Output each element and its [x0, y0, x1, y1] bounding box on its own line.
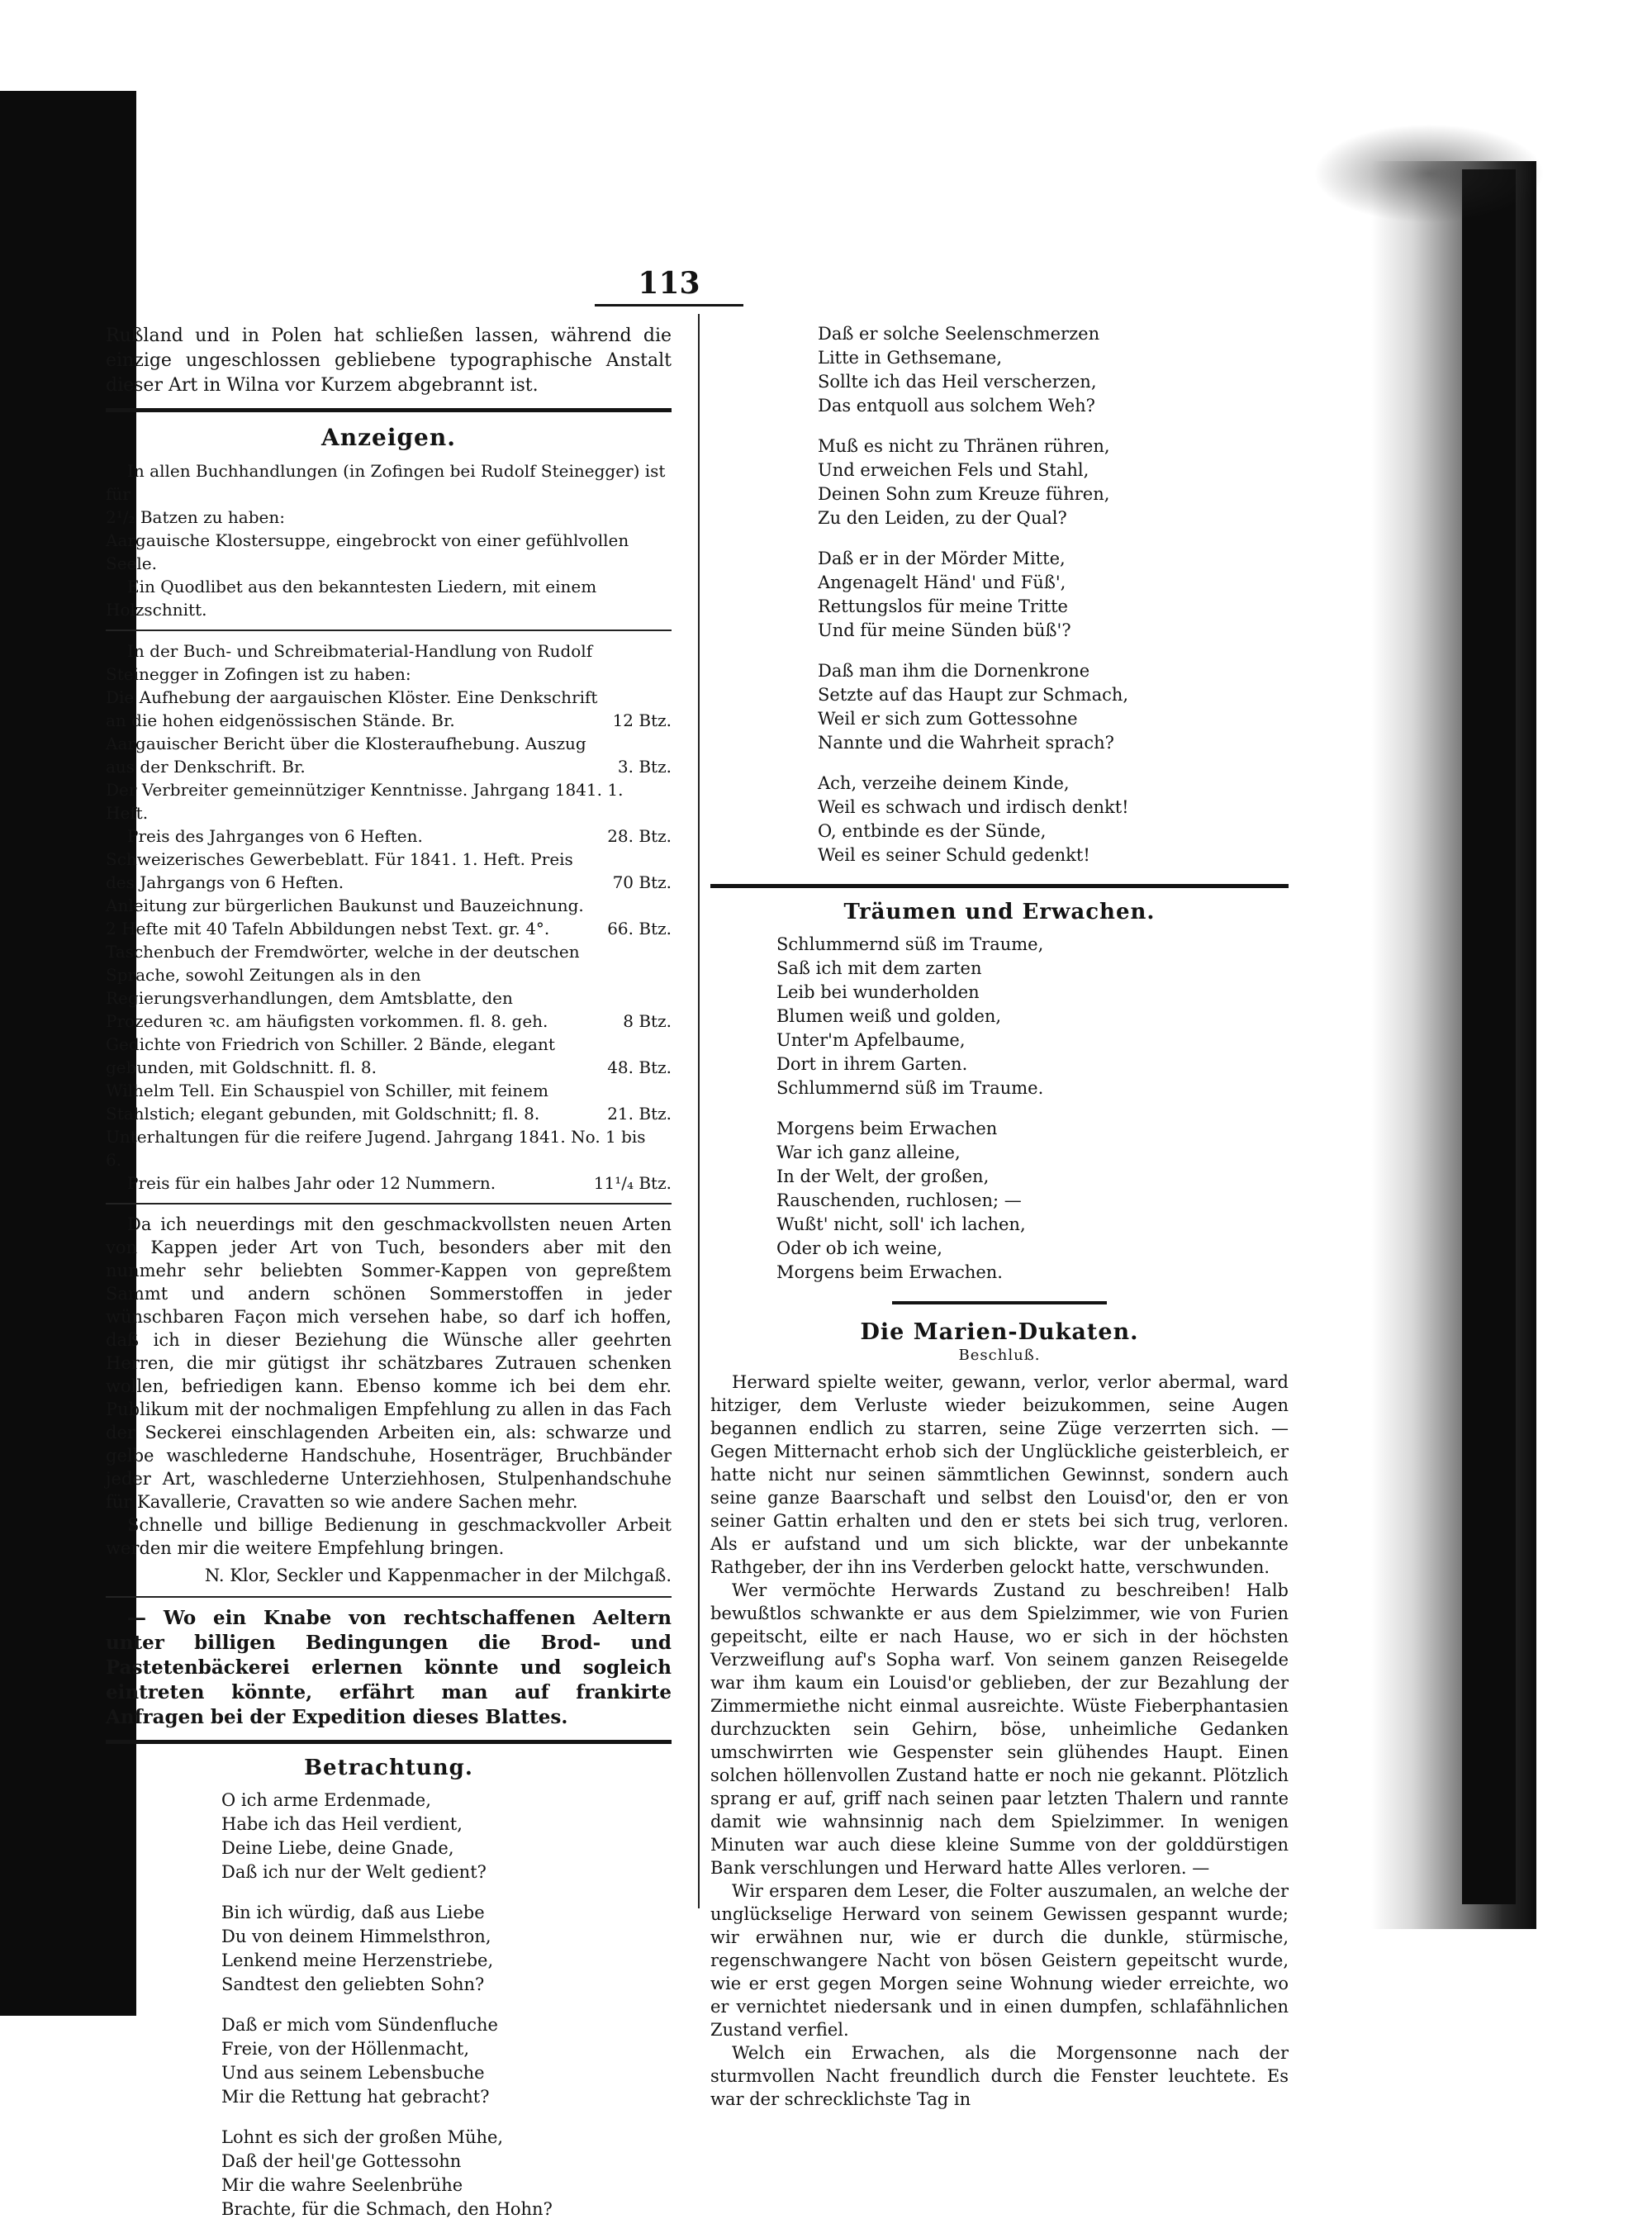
verse: Schlummernd süß im Traume.	[776, 1078, 1044, 1098]
verse: Daß der heil'ge Gottessohn	[221, 2151, 462, 2171]
book-title: Preis des Jahrganges von 6 Heften.	[127, 826, 423, 846]
stanza	[818, 547, 1289, 643]
book-price: 3. Btz.	[617, 757, 672, 777]
verse: Freie, von der Höllenmacht,	[221, 2039, 469, 2059]
story-paragraph: Welch ein Erwachen, als die Morgensonne nach der sturmvollen Nacht freundlich durch die Fenster leuchtete. Es war der schrecklichste Tag in	[710, 2043, 1289, 2109]
story-paragraph: Herward spielte weiter, gewann, verlor, verlor abermal, ward hitziger, dem Verluste wieder beizukommen, seine Augen begannen endlich zu starren, seine Züge verzerrten sich. — Gegen Mitternacht erhob sich der Unglückliche geisterbleich, er hatte nicht nur seinen sämmtlichen Gewinnst, sondern auch seine ganze Baarschaft und selbst den Louisd'or, den er von seiner Gattin erhalten und den er stets bei sich trug, verloren. Als er aufstand und um sich blickte, war der unbekannte Rathgeber, der ihn ins Verderben gelockt hatte, verschwunden.	[710, 1372, 1289, 1577]
verse: Und erweichen Fels und Stahl,	[818, 460, 1089, 480]
ad-line: In allen Buchhandlungen (in Zofingen bei Rudolf Steinegger) ist für	[106, 461, 666, 504]
book-entry	[106, 940, 672, 1033]
book-title: Taschenbuch der Fremdwörter, welche in der deutschen Sprache, sowohl Zeitungen als in den Regierungsverhandlungen, dem Amtsblatte, den Prozeduren ꝛc. am häufigsten vorkommen. fl. 8. geh.	[106, 942, 580, 1031]
verse: Blumen weiß und golden,	[776, 1006, 1002, 1026]
ad-line: Ein Quodlibet aus den bekanntesten Liedern, mit einem Holzschnitt.	[106, 577, 597, 620]
ad-baker-apprentice: — Wo ein Knabe von rechtschaffenen Aeltern unter billigen Bedingungen die Brod- und Pastetenbäckerei erlernen könnte und sogleich eintreten könnte, erfährt man auf frankirte Anfragen bei der Expedition dieses Blattes.	[106, 1607, 672, 1728]
verse: Angenagelt Händ' und Füß',	[818, 573, 1066, 592]
verse: Du von deinem Himmelsthron,	[221, 1927, 491, 1946]
book-entry	[106, 1125, 672, 1171]
intro-paragraph: Rußland und in Polen hat schließen lassen, während die einzige ungeschlossen gebliebene typographische Anstalt dieser Art in Wilna vor Kurzem abgebrannt ist.	[106, 325, 672, 396]
book-price: 70 Btz.	[612, 872, 672, 892]
book-entry	[106, 686, 672, 732]
story-body	[710, 1371, 1289, 2111]
verse: Weil er sich zum Gottessohne	[818, 709, 1078, 729]
poem-continuation	[710, 322, 1289, 867]
anzeigen-heading: Anzeigen.	[321, 424, 456, 451]
book-entry	[106, 1079, 672, 1125]
story-paragraph: Wir ersparen dem Leser, die Folter auszumalen, an welche der unglückselige Herward von seinem Gewissen gespannt wurde; wir erwähnen nur, wie er durch die dunkle, stürmische, regenschwangere Nacht von bösen Geistern gepeitscht wurde, wie er erst gegen Morgen seine Wohnung wieder erreichte, wo er vernichtet niedersank und in einen dumpfen, schlafähnlichen Zustand verfiel.	[710, 1881, 1289, 2040]
right-column	[710, 322, 1289, 2111]
verse: Leib bei wunderholden	[776, 982, 980, 1002]
ad-steinegger-list	[106, 639, 672, 1195]
poem-title: Betrachtung.	[304, 1756, 473, 1780]
verse: Daß er in der Mörder Mitte,	[818, 549, 1066, 568]
verse: Lenkend meine Herzenstriebe,	[221, 1951, 494, 1970]
page-number-rule	[595, 304, 743, 306]
page-number: 113	[638, 266, 700, 301]
book-entry	[106, 894, 672, 940]
verse: Litte in Gethsemane,	[818, 348, 1002, 368]
verse: Mir die Rettung hat gebracht?	[221, 2087, 490, 2107]
verse: Bin ich würdig, daß aus Liebe	[221, 1903, 485, 1922]
verse: Rettungslos für meine Tritte	[818, 596, 1068, 616]
verse: Mir die wahre Seelenbrühe	[221, 2175, 463, 2195]
ad-divider	[106, 1596, 672, 1598]
book-entry	[106, 778, 672, 824]
verse: Weil es seiner Schuld gedenkt!	[818, 845, 1090, 865]
ad-kappenmacher	[106, 1213, 672, 1588]
scan-border-right	[1462, 169, 1516, 1904]
poem-title: Träumen und Erwachen.	[843, 900, 1156, 924]
book-title: Anleitung zur bürgerlichen Baukunst und Bauzeichnung. 2 Hefte mit 40 Tafeln Abbildungen nebst Text. gr. 4°.	[106, 896, 584, 938]
book-title: Aargauischer Bericht über die Klosteraufhebung. Auszug aus der Denkschrift. Br.	[106, 734, 586, 777]
ad-line: Aargauische Klostersuppe, eingebrockt von einer gefühlvollen Seele.	[106, 530, 629, 573]
stanza	[818, 772, 1289, 867]
stanza	[818, 659, 1289, 755]
verse: Ach, verzeihe deinem Kinde,	[818, 773, 1070, 793]
verse: Morgens beim Erwachen.	[776, 1262, 1003, 1282]
story-paragraph: Wer vermöchte Herwards Zustand zu beschreiben! Halb bewußtlos schwankte er aus dem Spielzimmer, wie von Furien gepeitscht, eilte er nach Hause, wo er sich in der höchsten Verzweiflung auf's Sopha warf. Von seinem ganzen Reisegelde war ihm kaum ein Louisd'or geblieben, der zur Bezahlung der Zimmermiethe nicht einmal ausreichte. Wüste Fieberphantasien durchzuckten sein Gehirn, böse, unheimliche Gedanken umschwirrten wie Gespenster sein glühendes Haupt. Einen solchen höllenvollen Zustand hatte er noch nie gekannt. Plötzlich sprang er auf, griff nach seinen paar letzten Thalern und rannte damit wie wahnsinnig nach dem Spielzimmer. In wenigen Minuten war auch diese kleine Summe von der golddürstigen Bank verschlungen und Herward hatte Alles verloren. —	[710, 1580, 1289, 1878]
section-rule	[106, 1740, 672, 1744]
verse: Zu den Leiden, zu der Qual?	[818, 508, 1067, 528]
verse: Und für meine Sünden büß'?	[818, 620, 1071, 640]
verse: Nannte und die Wahrheit sprach?	[818, 733, 1114, 753]
verse: Deine Liebe, deine Gnade,	[221, 1838, 454, 1858]
verse: Oder ob ich weine,	[776, 1238, 942, 1258]
book-title: Die Aufhebung der aargauischen Klöster. Eine Denkschrift an die hohen eidgenössischen Stände. Br.	[106, 687, 598, 730]
verse: Daß er mich vom Sündenfluche	[221, 2015, 498, 2035]
book-title: Preis für ein halbes Jahr oder 12 Nummern.	[127, 1173, 496, 1193]
verse: Daß er solche Seelenschmerzen	[818, 324, 1100, 344]
stanza	[818, 322, 1289, 418]
verse: O, entbinde es der Sünde,	[818, 821, 1047, 841]
book-price: 8 Btz.	[623, 1011, 672, 1031]
verse: Daß man ihm die Dornenkrone	[818, 661, 1090, 681]
verse: Das entquoll aus solchem Weh?	[818, 396, 1095, 416]
verse: Daß ich nur der Welt gedient?	[221, 1862, 487, 1882]
book-title: Der Verbreiter gemeinnütziger Kenntnisse. Jahrgang 1841. 1. Heft.	[106, 780, 624, 823]
verse: Sandtest den geliebten Sohn?	[221, 1974, 485, 1994]
verse: Und aus seinem Lebensbuche	[221, 2063, 485, 2083]
book-price: 12 Btz.	[612, 710, 672, 730]
book-price: 11¹/₄ Btz.	[593, 1173, 672, 1193]
book-entry	[106, 732, 672, 778]
verse: Weil es schwach und irdisch denkt!	[818, 797, 1129, 817]
book-price: 48. Btz.	[607, 1057, 672, 1077]
verse: Schlummernd süß im Traume,	[776, 934, 1044, 954]
book-price: 28. Btz.	[607, 826, 672, 846]
book-price: 21. Btz.	[607, 1104, 672, 1124]
verse: Habe ich das Heil verdient,	[221, 1814, 463, 1834]
verse: Unter'm Apfelbaume,	[776, 1030, 966, 1050]
stanza	[776, 933, 1289, 1100]
stanza	[221, 2126, 672, 2221]
verse: Brachte, für die Schmach, den Hohn?	[221, 2199, 553, 2219]
book-entry	[106, 824, 672, 848]
verse: Deinen Sohn zum Kreuze führen,	[818, 484, 1110, 504]
poem-traeumen	[710, 933, 1289, 1285]
book-title: Schweizerisches Gewerbeblatt. Für 1841. 1. Heft. Preis des Jahrgangs von 6 Heften.	[106, 849, 573, 892]
book-entry	[106, 1171, 672, 1195]
verse: Setzte auf das Haupt zur Schmach,	[818, 685, 1129, 705]
section-rule	[892, 1301, 1107, 1304]
stanza	[776, 1117, 1289, 1285]
stanza	[221, 2013, 672, 2109]
ad-body: Da ich neuerdings mit den geschmackvollsten neuen Arten von Kappen jeder Art von Tuch, besonders aber mit den nunmehr sehr beliebten Sommer-Kappen von gepreßtem Sammt und andern schönen Sommerstoffen in jeder wünschbaren Façon mich versehen habe, so darf ich hoffen, daß ich in dieser Beziehung die Wünsche aller geehrten Herren, die mir gütigst ihr schätzbares Zutrauen schenken wollen, befriedigen kann. Ebenso komme ich bei dem ehr. Publikum mit der nochmaligen Empfehlung zu allen in das Fach der Seckerei einschlagenden Arbeiten ein, als: schwarze und gelbe waschlederne Handschuhe, Hosenträger, Bruchbänder jeder Art, waschlederne Unterziehhosen, Stulpenhandschuhe für Kavallerie, Cravatten so wie andere Sachen mehr.	[106, 1214, 672, 1512]
verse: In der Welt, der großen,	[776, 1167, 990, 1186]
book-title: Gedichte von Friedrich von Schiller. 2 Bände, elegant gebunden, mit Goldschnitt. fl. 8.	[106, 1034, 555, 1077]
verse: Wußt' nicht, soll' ich lachen,	[776, 1214, 1026, 1234]
poem-betrachtung	[106, 1789, 672, 2221]
verse: Dort in ihrem Garten.	[776, 1054, 968, 1074]
ad-intro: In der Buch- und Schreibmaterial-Handlung von Rudolf Steinegger in Zofingen ist zu haben:	[106, 641, 593, 684]
book-entry	[106, 1033, 672, 1079]
book-price: 66. Btz.	[607, 919, 672, 938]
section-rule	[106, 408, 672, 412]
book-entry	[106, 848, 672, 894]
story-subtitle: Beschluß.	[958, 1347, 1041, 1364]
ad-divider	[106, 1203, 672, 1205]
ad-line: 2¹/₂ Batzen zu haben:	[106, 507, 285, 527]
scan-smudge	[1313, 124, 1545, 223]
column-divider	[698, 314, 700, 1908]
story-title: Die Marien-Dukaten.	[860, 1319, 1139, 1345]
verse: Muß es nicht zu Thränen rühren,	[818, 436, 1110, 456]
stanza	[221, 1901, 672, 1997]
verse: O ich arme Erdenmade,	[221, 1790, 431, 1810]
verse: Saß ich mit dem zarten	[776, 958, 982, 978]
ad-body: Schnelle und billige Bedienung in geschmackvoller Arbeit werden mir die weitere Empfehlung bringen.	[106, 1515, 672, 1558]
left-column	[106, 324, 672, 2238]
stanza	[818, 435, 1289, 530]
verse: War ich ganz alleine,	[776, 1143, 961, 1162]
verse: Morgens beim Erwachen	[776, 1119, 998, 1138]
book-title: Unterhaltungen für die reifere Jugend. Jahrgang 1841. No. 1 bis 6.	[106, 1127, 646, 1170]
section-rule	[710, 884, 1289, 888]
verse: Rauschenden, ruchlosen; —	[776, 1190, 1022, 1210]
verse: Lohnt es sich der großen Mühe,	[221, 2127, 504, 2147]
verse: Sollte ich das Heil verscherzen,	[818, 372, 1097, 392]
ad-divider	[106, 630, 672, 631]
ad-signature: N. Klor, Seckler und Kappenmacher in der Milchgaß.	[204, 1566, 672, 1585]
book-title: Wilhelm Tell. Ein Schauspiel von Schiller, mit feinem Stahlstich; elegant gebunden, mit Goldschnitt; fl. 8.	[106, 1081, 548, 1124]
stanza	[221, 1789, 672, 1884]
ad-klostersuppe	[106, 459, 672, 621]
